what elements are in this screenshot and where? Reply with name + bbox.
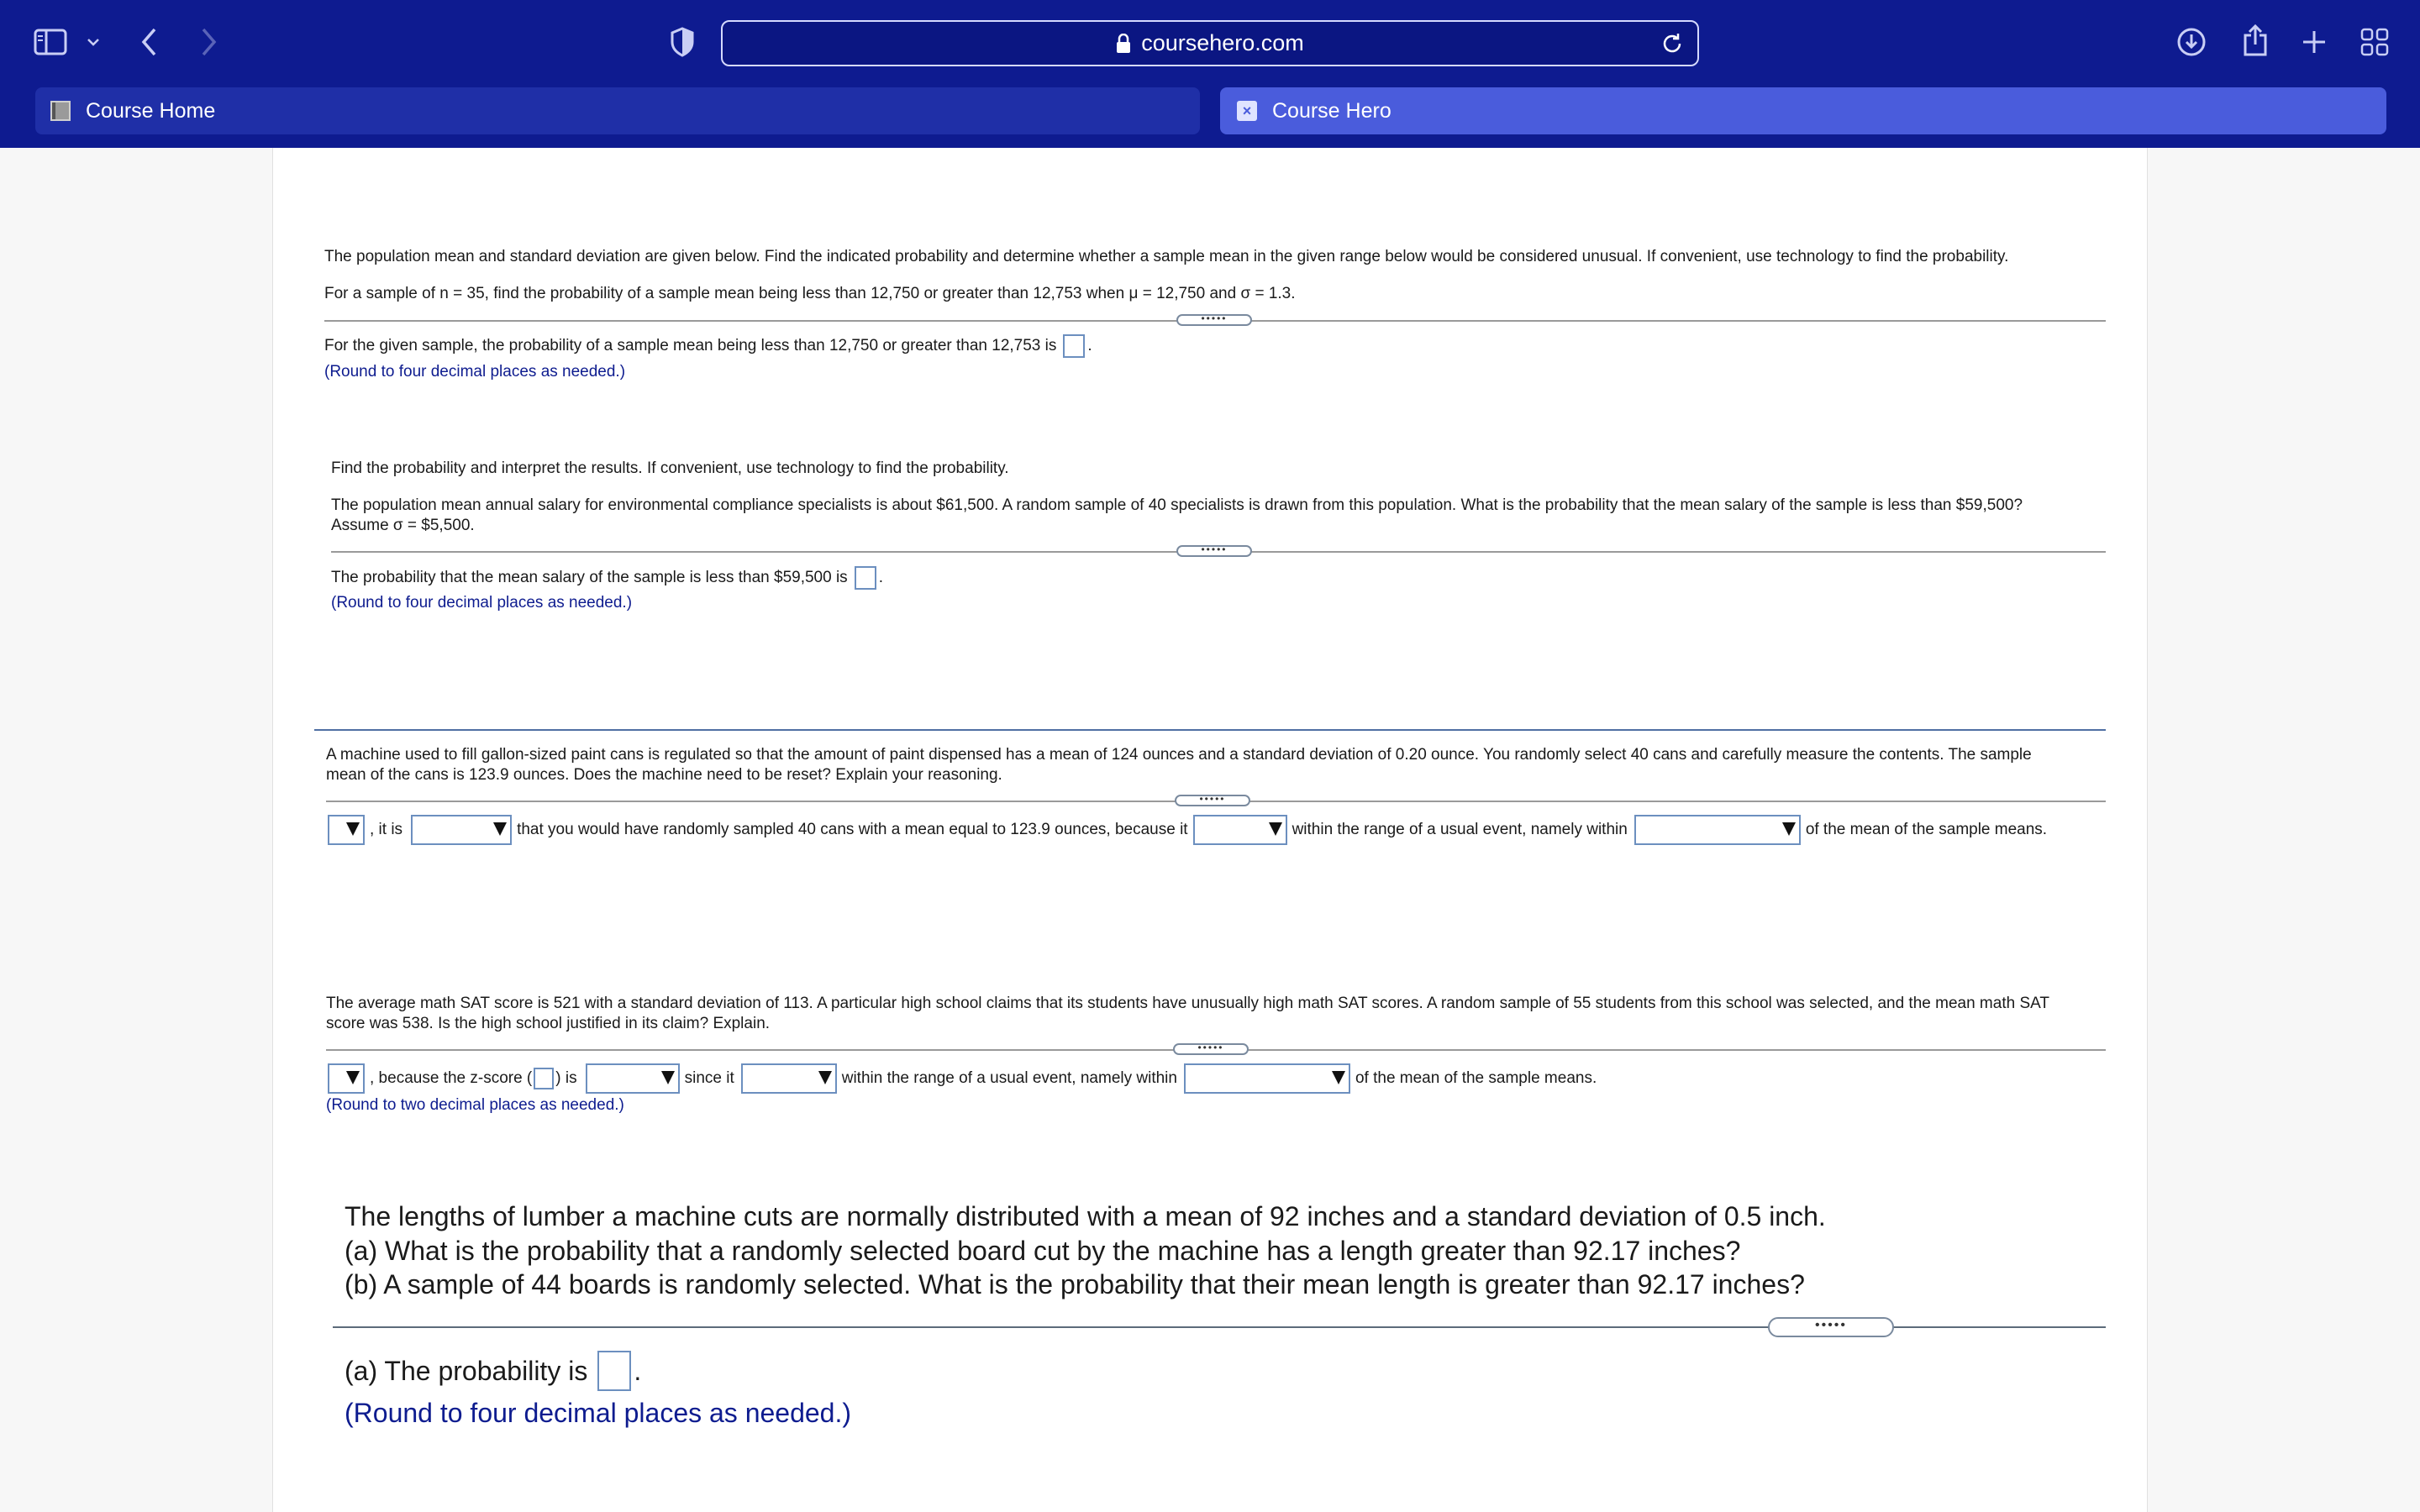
- tab-course-home[interactable]: [35, 87, 1200, 134]
- q4-dropdown-comparison[interactable]: [586, 1063, 680, 1094]
- q4-dropdown-is-within[interactable]: [741, 1063, 837, 1094]
- q4-zscore-input[interactable]: [534, 1068, 554, 1089]
- new-tab-icon[interactable]: [2297, 25, 2331, 59]
- tab-label: Course Home: [86, 98, 216, 123]
- q3-top-rule: [314, 729, 2106, 731]
- share-icon[interactable]: [2238, 22, 2272, 59]
- q4-answer-row: [328, 1063, 1597, 1094]
- back-icon[interactable]: [134, 25, 165, 59]
- right-gutter: [2148, 148, 2420, 1512]
- q3-seg2: that you would have randomly sampled 40 cans with a mean equal to 123.9 ounces, because it: [517, 821, 1188, 838]
- q2-hint: [331, 593, 632, 613]
- q3-dropdown-likelihood[interactable]: [411, 815, 512, 845]
- tab-label: Course Hero: [1272, 98, 1392, 123]
- chevron-down-icon: [493, 822, 507, 836]
- q1-expand-handle[interactable]: •••••: [1176, 314, 1252, 326]
- q1-given: For a sample of n = 35, find the probability of a sample mean being less than 12,750 or greater than 12,753 when μ = 12,750 and σ = 1.3.: [324, 285, 1296, 302]
- q5-hint: [345, 1396, 851, 1431]
- sidebar-toggle-icon[interactable]: [32, 25, 69, 59]
- q5-expand-handle[interactable]: •••••: [1768, 1317, 1894, 1337]
- q1-hint-text: (Round to four decimal places as needed.): [324, 363, 626, 381]
- q5-answer-text: (a) The probability is: [345, 1355, 588, 1386]
- q1-answer-input[interactable]: [1063, 334, 1085, 358]
- q2-answer-end: .: [878, 569, 883, 586]
- address-bar[interactable]: [721, 20, 1699, 66]
- chevron-down-icon: [346, 822, 360, 836]
- book-icon: [50, 101, 71, 121]
- browser-toolbar: [0, 0, 2420, 84]
- q3-prompt-line1: A machine used to fill gallon-sized paint cans is regulated so that the amount of paint dispensed has a mean of 124 ounces and a standard deviation of 0.20 ounce. You randomly select 40 cans and carefully measure the contents. The sample: [326, 746, 2032, 764]
- tab-course-hero[interactable]: [1220, 87, 2386, 134]
- q1-prompt: The population mean and standard deviation are given below. Find the indicated probability and determine whether a sample mean in the given range below would be considered unusual. If convenient, use technology to find the probability.: [324, 248, 2009, 265]
- q3-dropdown-is-within[interactable]: [1193, 815, 1287, 845]
- q4-seg3: since it: [684, 1069, 734, 1087]
- q3-answer-row: [328, 815, 2047, 845]
- q3-prompt-line2: mean of the cans is 123.9 ounces. Does the machine need to be reset? Explain your reasoning.: [326, 766, 1002, 784]
- q2-given-line2: Assume σ = $5,500.: [331, 517, 475, 534]
- q4-seg5: of the mean of the sample means.: [1355, 1069, 1597, 1087]
- q5-answer-end: .: [634, 1355, 642, 1386]
- url-text: coursehero.com: [1141, 30, 1304, 55]
- q5-answer-row: [345, 1351, 641, 1391]
- q1-answer-row: [324, 334, 1092, 358]
- q3-seg1: , it is: [370, 821, 403, 838]
- q2-hint-text: (Round to four decimal places as needed.): [331, 594, 633, 612]
- q3-expand-handle[interactable]: •••••: [1175, 795, 1250, 806]
- q2-prompt: Find the probability and interpret the results. If convenient, use technology to find the probability.: [331, 459, 1009, 477]
- q4-hint-text: (Round to two decimal places as needed.): [326, 1096, 624, 1114]
- q5-line3: (b) A sample of 44 boards is randomly selected. What is the probability that their mean length is greater than 92.17 inches?: [345, 1269, 1805, 1299]
- q4-hint: [326, 1095, 624, 1116]
- q2-answer-text: The probability that the mean salary of the sample is less than $59,500 is: [331, 569, 848, 586]
- q4-dropdown-range[interactable]: [1184, 1063, 1350, 1094]
- q4-seg4: within the range of a usual event, namely within: [841, 1069, 1177, 1087]
- q3-seg4: of the mean of the sample means.: [1805, 821, 2048, 838]
- tab-overview-icon[interactable]: [2358, 25, 2391, 59]
- chevron-down-icon: [818, 1071, 832, 1084]
- q3-dropdown-decision[interactable]: [328, 815, 365, 845]
- q1-hint: [324, 362, 625, 382]
- q5-hint-text: (Round to four decimal places as needed.): [345, 1398, 852, 1428]
- shield-icon[interactable]: [667, 25, 697, 59]
- q2-given-line1: The population mean annual salary for environmental compliance specialists is about $61,500. A random sample of 40 specialists is drawn from this population. What is the probability that the mean salary of the sample is less than $59,500?: [331, 496, 2023, 514]
- q3-dropdown-range[interactable]: [1634, 815, 1801, 845]
- q4-prompt-line1: The average math SAT score is 521 with a standard deviation of 113. A particular high school claims that its students have unusually high math SAT scores. A random sample of 55 students from this school was selected, and the mean math SAT: [326, 995, 2049, 1012]
- q4-seg2: ) is: [555, 1069, 577, 1087]
- chevron-down-icon: [1332, 1071, 1345, 1084]
- q4-dropdown-decision[interactable]: [328, 1063, 365, 1094]
- lock-icon: [1116, 34, 1131, 54]
- chevron-down-icon: [661, 1071, 675, 1084]
- reload-icon[interactable]: [1660, 32, 1684, 61]
- chevron-down-icon: [346, 1071, 360, 1084]
- q5-line1: The lengths of lumber a machine cuts are normally distributed with a mean of 92 inches and a standard deviation of 0.5 inch.: [345, 1201, 1826, 1231]
- close-tab-icon[interactable]: ×: [1237, 101, 1257, 121]
- q5-answer-input[interactable]: [597, 1351, 631, 1391]
- q1-answer-end: .: [1087, 337, 1092, 354]
- forward-icon[interactable]: [193, 25, 224, 59]
- q4-seg1: , because the z-score (: [370, 1069, 533, 1087]
- q1-answer-text: For the given sample, the probability of a sample mean being less than 12,750 or greater than 12,753 is: [324, 337, 1057, 354]
- q4-prompt-line2: score was 538. Is the high school justified in its claim? Explain.: [326, 1015, 771, 1032]
- q5-line2: (a) What is the probability that a randomly selected board cut by the machine has a length greater than 92.17 inches?: [345, 1236, 1741, 1266]
- q3-seg3: within the range of a usual event, namely within: [1292, 821, 1628, 838]
- q2-answer-input[interactable]: [855, 566, 876, 590]
- q2-expand-handle[interactable]: •••••: [1176, 545, 1252, 557]
- left-gutter: [0, 148, 272, 1512]
- chevron-down-icon: [1269, 822, 1282, 836]
- chevron-down-icon[interactable]: [84, 32, 103, 52]
- download-icon[interactable]: [2175, 25, 2208, 59]
- q2-answer-row: [331, 566, 883, 590]
- chevron-down-icon: [1782, 822, 1796, 836]
- q4-expand-handle[interactable]: •••••: [1173, 1043, 1249, 1055]
